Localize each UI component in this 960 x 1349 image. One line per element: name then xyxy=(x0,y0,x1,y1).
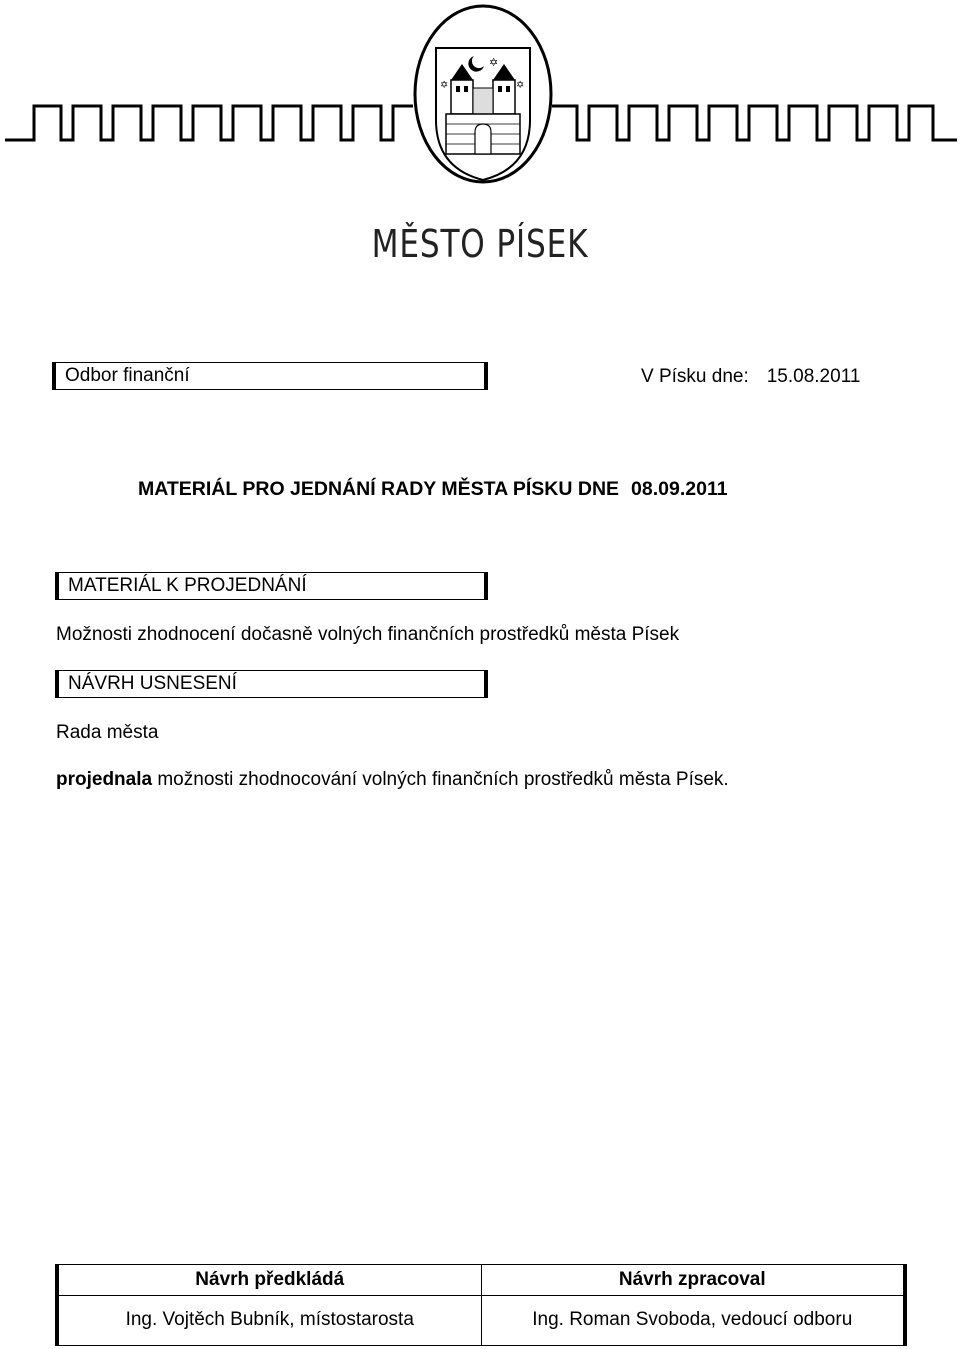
signature-table xyxy=(55,1264,907,1346)
proposer-name: Ing. Vojtěch Bubník, místostarosta xyxy=(57,1295,481,1345)
crest-center xyxy=(473,88,493,114)
author-name: Ing. Roman Svoboda, vedoucí odboru xyxy=(481,1295,905,1345)
star-icon: ✡ xyxy=(440,80,449,91)
resolution-box-label: NÁVRH USNESENÍ xyxy=(68,673,237,694)
star-icon: ✡ xyxy=(489,56,499,69)
resolution-text xyxy=(56,769,729,791)
tower-left-body xyxy=(451,80,473,114)
date-line xyxy=(641,366,860,388)
battlement-line-right xyxy=(552,106,957,140)
tower-right-body xyxy=(493,80,515,114)
page-title xyxy=(138,478,728,501)
date-value: 15.08.2011 xyxy=(766,366,861,387)
department-label: Odbor finanční xyxy=(65,365,190,386)
resolution-box xyxy=(55,670,488,698)
proposer-header: Návrh předkládá xyxy=(57,1265,481,1296)
author-header: Návrh zpracoval xyxy=(481,1265,905,1296)
department-box xyxy=(52,362,488,390)
material-box-label: MATERIÁL K PROJEDNÁNÍ xyxy=(68,575,307,596)
resolution-verb: projednala xyxy=(56,769,153,790)
star-icon: ✡ xyxy=(516,80,525,91)
meeting-date: 08.09.2011 xyxy=(631,478,728,500)
resolution-content: možnosti zhodnocování volných finančních prostředků města Písek. xyxy=(152,769,729,790)
date-label: V Písku dne: xyxy=(641,366,749,387)
resolution-body: Rada města xyxy=(56,722,159,743)
battlement-line-left xyxy=(5,106,413,140)
city-name: MĚSTO PÍSEK xyxy=(371,222,589,266)
page-title-text: MATERIÁL PRO JEDNÁNÍ RADY MĚSTA PÍSKU DNE xyxy=(138,478,620,500)
letterhead-graphic xyxy=(0,0,960,200)
material-box xyxy=(55,572,488,600)
material-subject: Možnosti zhodnocení dočasně volných finančních prostředků města Písek xyxy=(56,624,680,645)
